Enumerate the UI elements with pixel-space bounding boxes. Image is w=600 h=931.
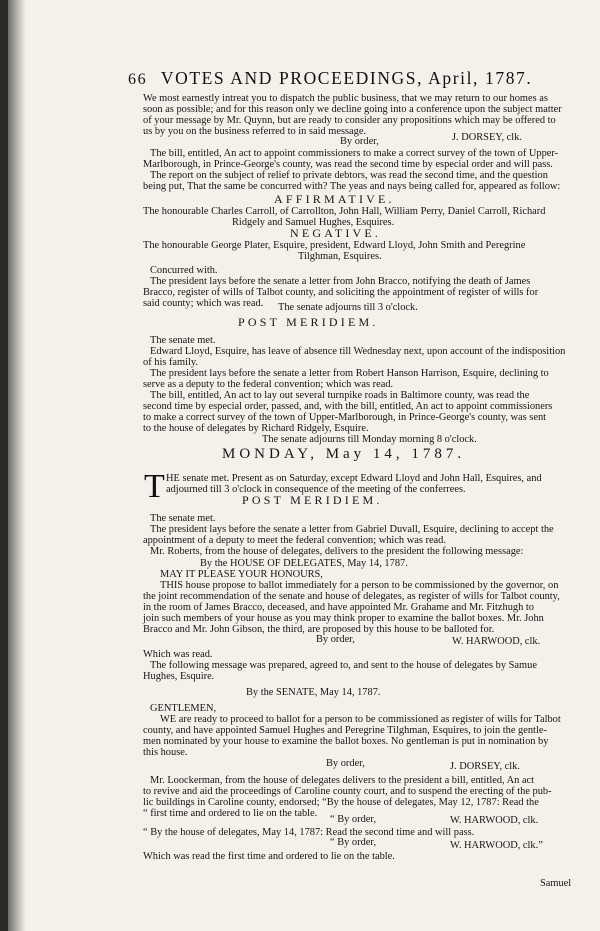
text-line: Bracco and Mr. John Gibson, the third, are proposed by this house to be balloted for. xyxy=(143,624,495,635)
book-page xyxy=(8,0,600,931)
text-line: Mr. Loockerman, from the house of delegates delivers to the president a bill, entitled, An act xyxy=(150,775,535,786)
text-line: The report on the subject of relief to private debtors, was read the second time, and the question xyxy=(150,170,548,181)
text-line: The senate adjourns till 3 o'clock. xyxy=(278,302,418,313)
text-line: NEGATIVE. xyxy=(290,226,382,240)
text-line: soon as possible; and for this reason only we decline going into a conference upon the subject matter xyxy=(143,104,562,115)
text-line: AFFIRMATIVE. xyxy=(274,192,395,206)
text-line: GENTLEMEN, xyxy=(150,703,217,714)
text-line: Which was read. xyxy=(143,649,213,660)
text-line: lic buildings in Caroline county, endorsed; “By the house of delegates, May 12, 1787: Read the xyxy=(143,797,539,808)
text-line: MAY IT PLEASE YOUR HONOURS, xyxy=(160,569,323,580)
text-line: “ By order, xyxy=(330,837,377,848)
text-line: J. DORSEY, clk. xyxy=(450,761,520,772)
text-line: of your message by Mr. Quynn, but are ready to consider any propositions which may be offered to xyxy=(143,115,556,126)
drop-cap: T xyxy=(144,468,165,505)
text-line: The president lays before the senate a letter from John Bracco, notifying the death of James xyxy=(150,276,531,287)
text-line: W. HARWOOD, clk. xyxy=(452,636,541,647)
text-line: the joint recommendation of the senate and house of delegates, as register of wills for Talbot county, xyxy=(143,591,560,602)
text-line: “ By order, xyxy=(330,814,377,825)
text-line: The honourable Charles Carroll, of Carrollton, John Hall, William Perry, Daniel Carroll, Richard xyxy=(143,206,546,217)
text-line: join such members of your house as you may think proper to examine the ballot boxes. Mr. John xyxy=(143,613,544,624)
page-number: 66 xyxy=(128,71,148,88)
text-line: We most earnestly intreat you to dispatch the public business, that we may return to our homes as xyxy=(143,93,548,104)
text-line: Hughes, Esquire. xyxy=(143,671,215,682)
text-line: us by you on the business referred to in said message. xyxy=(143,126,367,137)
text-line: WE are ready to proceed to ballot for a person to be commissioned as register of wills for Talbot xyxy=(160,714,561,725)
text-line: appointment of a deputy to meet the federal convention; which was read. xyxy=(143,535,446,546)
text-line: THIS house propose to ballot immediately for a person to be commissioned by the governor, on xyxy=(160,580,559,591)
text-line: The bill, entitled, An act to appoint commissioners to make a correct survey of the town of Upper- xyxy=(150,148,559,159)
text-line: of his family. xyxy=(143,357,199,368)
text-line: “ first time and ordered to lie on the table. xyxy=(143,808,318,819)
text-line: HE senate met. Present as on Saturday, except Edward Lloyd and John Hall, Esquires, and xyxy=(166,473,542,484)
text-line: Mr. Roberts, from the house of delegates, delivers to the president the following message: xyxy=(150,546,524,557)
text-line: The president lays before the senate a letter from Robert Hanson Harrison, Esquire, declining to xyxy=(150,368,549,379)
text-line: this house. xyxy=(143,747,188,758)
text-line: serve as a deputy to the federal convention; which was read. xyxy=(143,379,394,390)
text-line: The senate met. xyxy=(150,513,216,524)
page-title: VOTES AND PROCEEDINGS, April, 1787. xyxy=(160,68,533,88)
text-line: Tilghman, Esquires. xyxy=(298,251,382,262)
text-line: to make a correct survey of the town of Upper-Marlborough, in Prince-George's county, was sent xyxy=(143,412,547,423)
text-line: W. HARWOOD, clk. xyxy=(450,815,539,826)
text-line: W. HARWOOD, clk.” xyxy=(450,840,543,851)
text-line: The president lays before the senate a letter from Gabriel Duvall, Esquire, declining to accept the xyxy=(150,524,554,535)
text-line: POST MERIDIEM. xyxy=(242,493,383,507)
text-line: By the HOUSE OF DELEGATES, May 14, 1787. xyxy=(200,558,408,569)
text-line: By the SENATE, May 14, 1787. xyxy=(246,687,381,698)
text-line: Samuel xyxy=(540,878,572,889)
text-line: “ By the house of delegates, May 14, 1787: Read the second time and will pass. xyxy=(143,827,475,838)
text-line: adjourned till 3 o'clock in consequence of the meeting of the conferrees. xyxy=(166,484,466,495)
text-line: The honourable George Plater, Esquire, president, Edward Lloyd, John Smith and Peregrine xyxy=(143,240,526,251)
text-line: Ridgely and Samuel Hughes, Esquires. xyxy=(232,217,395,228)
text-line: in the room of James Bracco, deceased, and have appointed Mr. Grahame and Mr. Fitzhugh to xyxy=(143,602,534,613)
text-line: men nominated by your house to examine the ballot boxes. No gentleman is put in nomination by xyxy=(143,736,549,747)
text-line: county, and have appointed Samuel Hughes and Peregrine Tilghman, Esquires, to join the gentle- xyxy=(143,725,547,736)
text-line: The bill, entitled, An act to lay out several turnpike roads in Baltimore county, was read the xyxy=(150,390,530,401)
text-line: J. DORSEY, clk. xyxy=(452,132,522,143)
text-line: Concurred with. xyxy=(150,265,218,276)
text-line: The senate adjourns till Monday morning 8 o'clock. xyxy=(262,434,477,445)
text-line: By order, xyxy=(316,634,355,645)
text-line: The following message was prepared, agreed to, and sent to the house of delegates by Samue xyxy=(150,660,537,671)
text-line: Bracco, register of wills of Talbot county, and soliciting the appointment of register of wills for xyxy=(143,287,539,298)
text-line: second time by especial order, passed, and, with the bill, entitled, An act to appoint commissioners xyxy=(143,401,553,412)
text-line: being put, That the same be concurred with? The yeas and nays being called for, appeared as follow: xyxy=(143,181,561,192)
text-line: By order, xyxy=(340,136,379,147)
text-line: The senate met. xyxy=(150,335,216,346)
text-line: Edward Lloyd, Esquire, has leave of absence till Wednesday next, upon account of the indisposition xyxy=(150,346,566,357)
text-line: Which was read the first time and ordered to lie on the table. xyxy=(143,851,395,862)
running-header xyxy=(128,68,532,89)
text-line: Marlborough, in Prince-George's county, was read the second time by especial order and will pass. xyxy=(143,159,553,170)
text-line: said county; which was read. xyxy=(143,298,264,309)
text-line: to the house of delegates by Richard Ridgely, Esquire. xyxy=(143,423,369,434)
text-line: POST MERIDIEM. xyxy=(238,315,379,329)
text-line: to revive and aid the proceedings of Caroline county court, and to suspend the erecting of the pub- xyxy=(143,786,552,797)
text-line: MONDAY, May 14, 1787. xyxy=(222,446,466,462)
text-line: By order, xyxy=(326,758,365,769)
